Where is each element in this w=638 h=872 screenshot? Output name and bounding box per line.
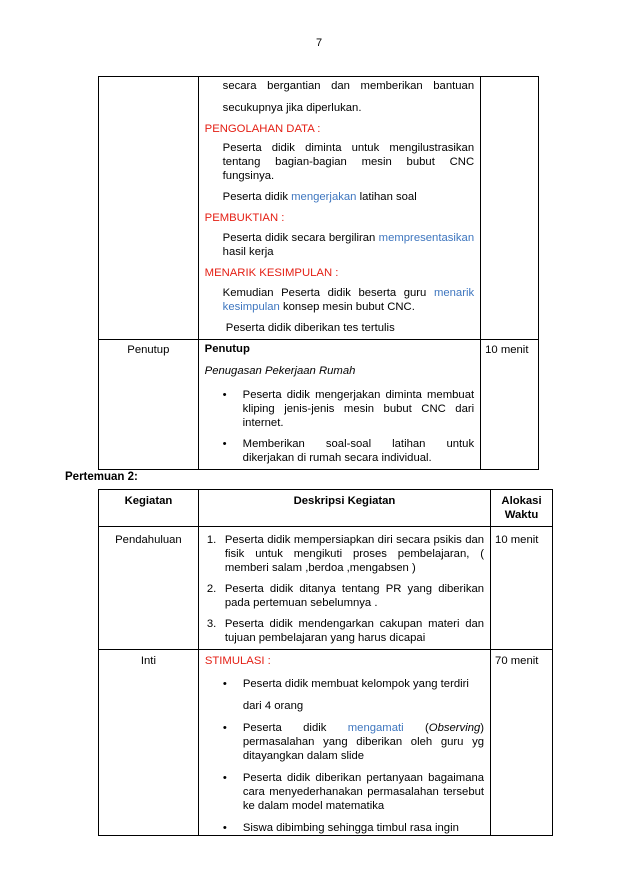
deskripsi-cell	[198, 650, 490, 836]
text-line: Kemudian Peserta didik beserta guru menarik kesimpulan konsep mesin bubut CNC.	[222, 287, 475, 313]
bullet-icon: •	[222, 722, 227, 734]
row-subtitle: Penugasan Pekerjaan Rumah	[204, 365, 356, 377]
deskripsi-cell	[198, 77, 480, 340]
section-heading: PENGOLAHAN DATA :	[204, 123, 321, 135]
bullet-item: • Peserta didik mengerjakan diminta membuat kliping jenis-jenis mesin bubut CNC dari internet.	[222, 389, 475, 429]
table-row	[99, 650, 553, 836]
kegiatan-cell: Penutup	[99, 340, 199, 470]
section-title: Pertemuan 2:	[65, 471, 138, 483]
row-title: Penutup	[204, 343, 250, 355]
table-row	[99, 527, 553, 650]
lesson-table-2	[98, 489, 553, 836]
numbered-item: 2. Peserta didik ditanya tentang PR yang diberikan pada pertemuan sebelumnya .	[206, 583, 485, 609]
header-row	[99, 490, 553, 527]
bullet-item: • Peserta didik diberikan pertanyaan bagaimana cara menyederhanakan permasalahan tersebut ke dalam model matematika	[222, 772, 485, 812]
text-line: Peserta didik mengerjakan latihan soal	[222, 191, 417, 203]
section-heading: MENARIK KESIMPULAN :	[204, 267, 339, 279]
bullet-icon: •	[222, 772, 227, 784]
bullet-item: • Memberikan soal-soal latihan untuk dikerjakan di rumah secara individual.	[222, 438, 475, 464]
lesson-table-1	[98, 76, 539, 470]
section-heading: STIMULASI :	[204, 655, 271, 667]
table-row	[99, 77, 539, 340]
bullet-icon: •	[222, 438, 227, 450]
text-line: Peserta didik secara bergiliran mempresentasikan hasil kerja	[222, 232, 475, 258]
bullet-item: • Siswa dibimbing sehingga timbul rasa ingin	[222, 822, 459, 834]
table-row	[99, 340, 539, 470]
waktu-cell: 10 menit	[491, 527, 553, 650]
text-line: secara bergantian dan memberikan bantuan	[222, 80, 475, 92]
section-heading: PEMBUKTIAN :	[204, 212, 285, 224]
bullet-item: • Peserta didik membuat kelompok yang terdiri	[222, 678, 469, 690]
deskripsi-cell	[198, 340, 480, 470]
header-waktu: Alokasi Waktu	[491, 490, 553, 527]
kegiatan-cell: Inti	[99, 650, 199, 836]
text-line: Peserta didik diberikan tes tertulis	[222, 322, 395, 334]
waktu-cell: 10 menit	[481, 340, 539, 470]
bullet-icon: •	[222, 822, 227, 834]
bullet-icon: •	[222, 389, 227, 401]
deskripsi-cell	[198, 527, 490, 650]
text-line: secukupnya jika diperlukan.	[222, 102, 362, 114]
waktu-cell	[481, 77, 539, 340]
header-kegiatan: Kegiatan	[99, 490, 199, 527]
numbered-item: 1. Peserta didik mempersiapkan diri secara psikis dan fisik untuk mengikuti proses pembelajaran, ( memberi salam ,berdoa ,mengabsen )	[206, 534, 485, 574]
kegiatan-cell: Pendahuluan	[99, 527, 199, 650]
kegiatan-cell	[99, 77, 199, 340]
bullet-icon: •	[222, 678, 227, 690]
text-line: dari 4 orang	[242, 700, 304, 712]
numbered-item: 3. Peserta didik mendengarkan cakupan materi dan tujuan pembelajaran yang harus dicapai	[206, 618, 485, 644]
text-line: Peserta didik diminta untuk mengilustrasikan tentang bagian-bagian mesin bubut CNC fungsinya.	[222, 142, 475, 182]
waktu-cell: 70 menit	[491, 650, 553, 836]
page-number: 7	[315, 37, 323, 49]
bullet-item: • Peserta didik mengamati (Observing) permasalahan yang diberikan oleh guru yg ditayangkan dalam slide	[222, 722, 485, 762]
header-deskripsi: Deskripsi Kegiatan	[198, 490, 490, 527]
